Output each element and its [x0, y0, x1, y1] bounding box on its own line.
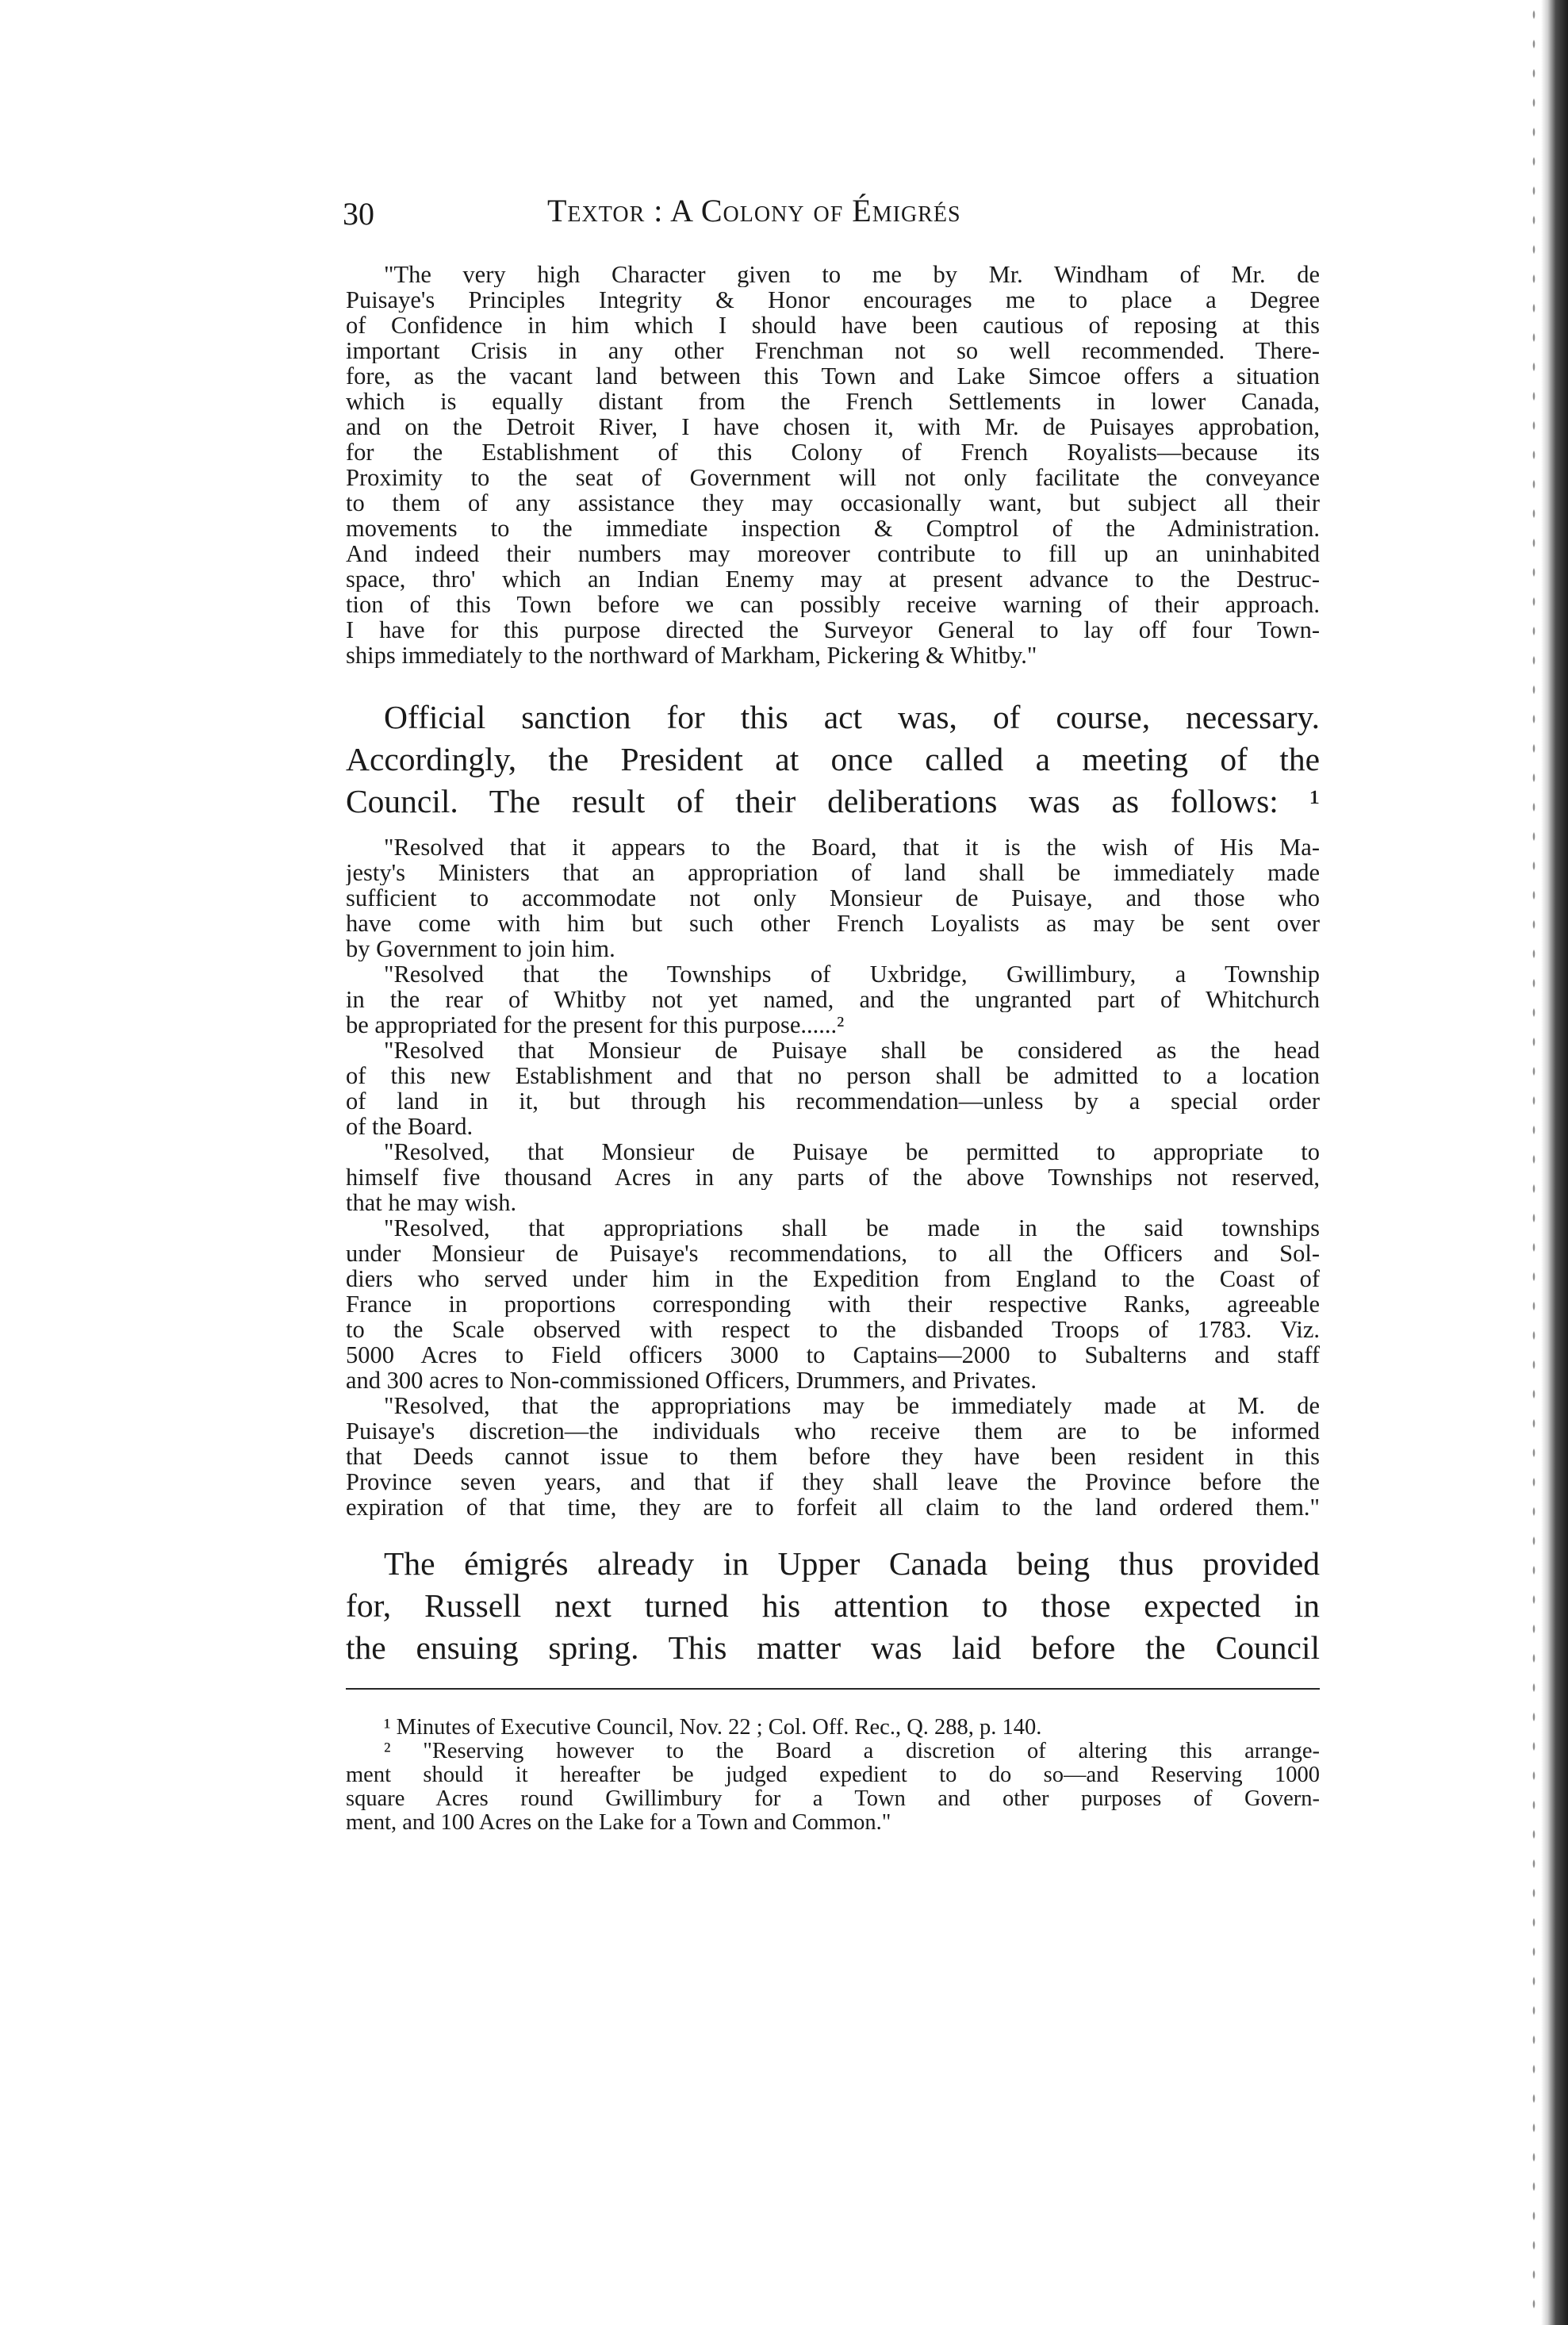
quotation-resolutions — [346, 834, 1320, 1520]
quotation-letter — [346, 262, 1320, 668]
text-line: be appropriated for the present for this purpose......² — [346, 1012, 845, 1038]
text-line: 5000 Acres to Field officers 3000 to Captains—2000 to Subalterns and staff — [346, 1342, 1320, 1368]
text-line: by Government to join him. — [346, 936, 615, 961]
text-line: and on the Detroit River, I have chosen it, with Mr. de Puisayes approbation, — [346, 414, 1320, 439]
text-line: And indeed their numbers may moreover contribute to fill up an uninhabited — [346, 541, 1320, 566]
text-line: "Resolved that the Townships of Uxbridge, Gwillimbury, a Township — [384, 961, 1320, 987]
text-line: Province seven years, and that if they shall leave the Province before the — [346, 1469, 1320, 1494]
page-number: 30 — [343, 196, 374, 232]
text-line: France in proportions corresponding with their respective Ranks, agreeable — [346, 1291, 1320, 1317]
footnotes — [346, 1716, 1320, 1835]
text-line: of this new Establishment and that no person shall be admitted to a location — [346, 1063, 1320, 1088]
text-line: of the Board. — [346, 1114, 473, 1139]
text-line: "Resolved, that Monsieur de Puisaye be permitted to appropriate to — [384, 1139, 1320, 1164]
text-line: Council. The result of their deliberations was as follows: ¹ — [346, 783, 1320, 819]
text-line: "Resolved, that the appropriations may be immediately made at M. de — [384, 1393, 1320, 1418]
text-line: expiration of that time, they are to forfeit all claim to the land ordered them." — [346, 1494, 1320, 1520]
text-line: tion of this Town before we can possibly receive warning of their approach. — [346, 592, 1320, 617]
text-line: of land in it, but through his recommendation—unless by a special order — [346, 1088, 1320, 1114]
text-line: to them of any assistance they may occasionally want, but subject all their — [346, 490, 1320, 516]
text-line: for the Establishment of this Colony of French Royalists—because its — [346, 439, 1320, 465]
text-line: Puisaye's discretion—the individuals who receive them are to be informed — [346, 1418, 1320, 1444]
text-line: diers who served under him in the Expedition from England to the Coast of — [346, 1266, 1320, 1291]
text-line: Puisaye's Principles Integrity & Honor encourages me to place a Degree — [346, 287, 1320, 313]
text-line: himself five thousand Acres in any parts of the above Townships not reserved, — [346, 1164, 1320, 1190]
footnote-line: square Acres round Gwillimbury for a Town and other purposes of Govern- — [346, 1787, 1320, 1811]
text-line: which is equally distant from the French Settlements in lower Canada, — [346, 389, 1320, 414]
text-line: of Confidence in him which I should have been cautious of reposing at this — [346, 313, 1320, 338]
text-line: have come with him but such other French Loyalists as may be sent over — [346, 911, 1320, 936]
text-line: important Crisis in any other Frenchman not so well recommended. There- — [346, 338, 1320, 363]
footnote-line: ¹ Minutes of Executive Council, Nov. 22 ; Col. Off. Rec., Q. 288, p. 140. — [384, 1716, 1042, 1740]
scan-noise — [1530, 0, 1538, 2325]
footnote-line: ment should it hereafter be judged expedient to do so—and Reserving 1000 — [346, 1763, 1320, 1787]
footnote-line: ² "Reserving however to the Board a discretion of altering this arrange- — [384, 1740, 1320, 1763]
footnote-line: ment, and 100 Acres on the Lake for a Town and Common." — [346, 1811, 891, 1835]
scanned-page-edge — [1541, 0, 1568, 2325]
text-line: Proximity to the seat of Government will not only facilitate the conveyance — [346, 465, 1320, 490]
footnote-divider — [346, 1688, 1320, 1690]
text-line: and 300 acres to Non-commissioned Officers, Drummers, and Privates. — [346, 1368, 1037, 1393]
body-paragraph — [346, 696, 1320, 823]
text-line: in the rear of Whitby not yet named, and the ungranted part of Whitchurch — [346, 987, 1320, 1012]
text-line: to the Scale observed with respect to the disbanded Troops of 1783. Viz. — [346, 1317, 1320, 1342]
text-line: Official sanction for this act was, of course, necessary. — [384, 699, 1320, 735]
text-line: I have for this purpose directed the Surveyor General to lay off four Town- — [346, 617, 1320, 643]
page-header — [343, 190, 1326, 238]
text-line: space, thro' which an Indian Enemy may at present advance to the Destruc- — [346, 566, 1320, 592]
text-line: that Deeds cannot issue to them before they have been resident in this — [346, 1444, 1320, 1469]
text-line: under Monsieur de Puisaye's recommendations, to all the Officers and Sol- — [346, 1241, 1320, 1266]
text-line: sufficient to accommodate not only Monsieur de Puisaye, and those who — [346, 885, 1320, 911]
text-line: movements to the immediate inspection & Comptrol of the Administration. — [346, 516, 1320, 541]
body-paragraph — [346, 1543, 1320, 1669]
text-line: fore, as the vacant land between this Town and Lake Simcoe offers a situation — [346, 363, 1320, 389]
text-line: "Resolved, that appropriations shall be made in the said townships — [384, 1215, 1320, 1241]
text-line: jesty's Ministers that an appropriation of land shall be immediately made — [346, 860, 1320, 885]
text-line: the ensuing spring. This matter was laid before the Council — [346, 1629, 1320, 1666]
text-line: ships immediately to the northward of Markham, Pickering & Whitby." — [346, 643, 1037, 668]
text-line: that he may wish. — [346, 1190, 517, 1215]
text-line: for, Russell next turned his attention to those expected in — [346, 1587, 1320, 1624]
running-title: Textor : A Colony of Émigrés — [547, 193, 961, 228]
text-line: "Resolved that Monsieur de Puisaye shall be considered as the head — [384, 1038, 1320, 1063]
text-line: Accordingly, the President at once called a meeting of the — [346, 741, 1320, 777]
text-line: The émigrés already in Upper Canada being thus provided — [384, 1545, 1320, 1582]
text-line: "The very high Character given to me by Mr. Windham of Mr. de — [384, 262, 1320, 287]
text-line: "Resolved that it appears to the Board, that it is the wish of His Ma- — [384, 834, 1320, 860]
